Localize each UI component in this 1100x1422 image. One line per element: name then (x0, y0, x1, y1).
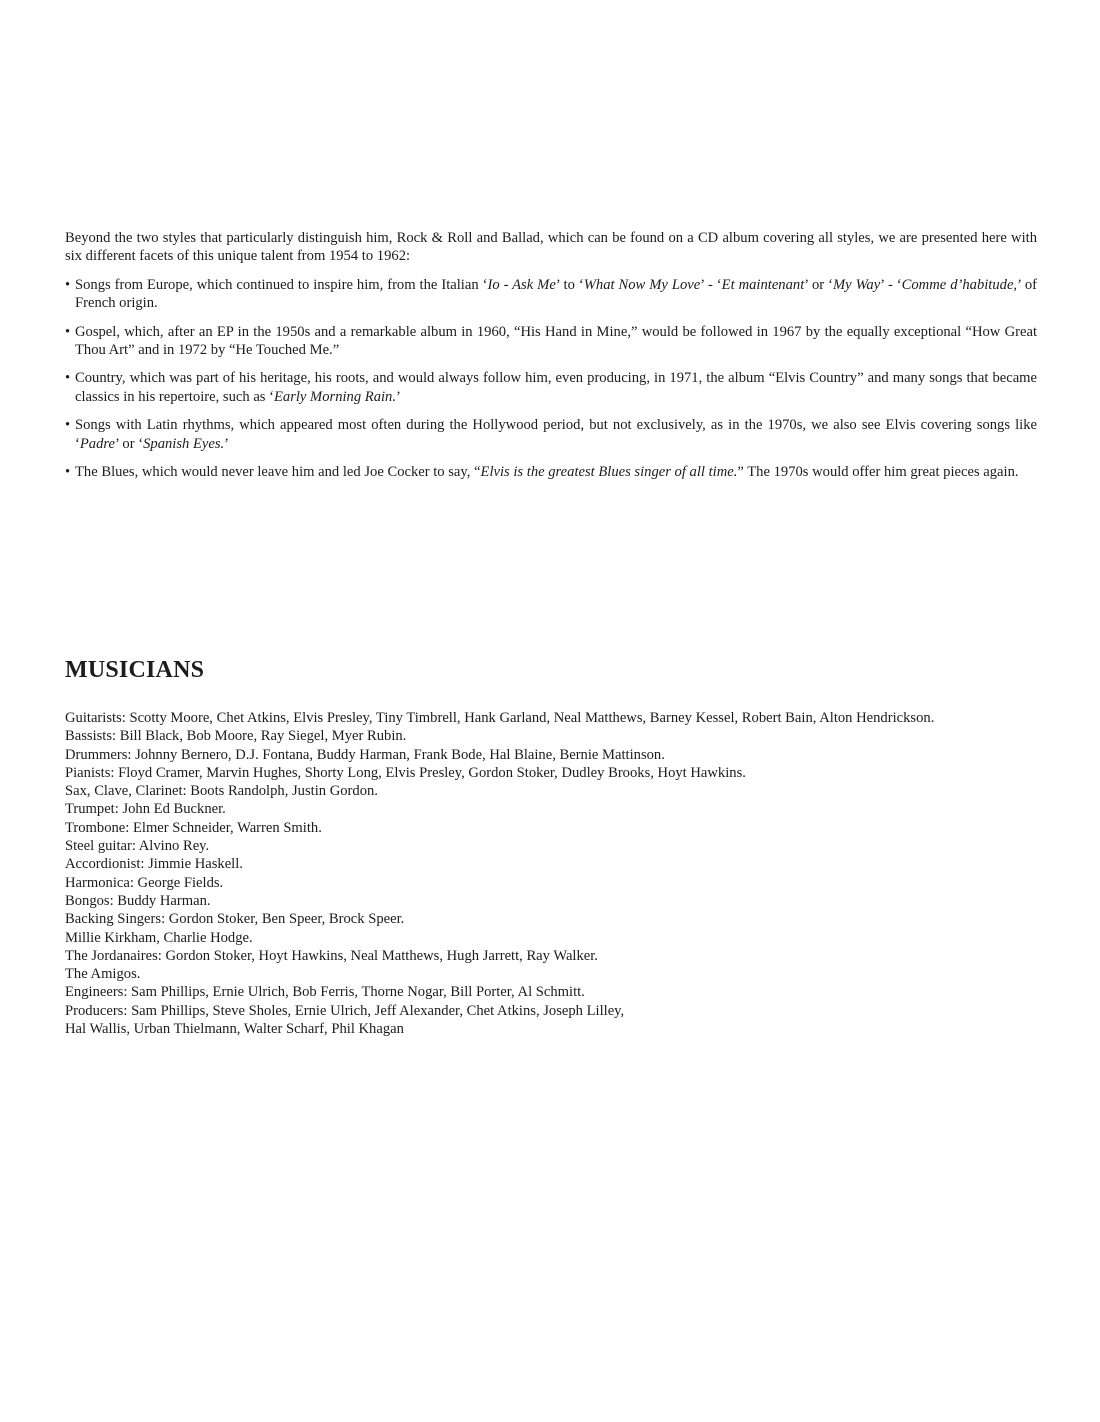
credit-line: The Jordanaires: Gordon Stoker, Hoyt Hawkins, Neal Matthews, Hugh Jarrett, Ray Walker. (65, 947, 598, 964)
bullet-text: ’ or ‘ (115, 435, 144, 452)
bullet-item (65, 463, 1037, 481)
credit-line: Bongos: Buddy Harman. (65, 892, 211, 909)
bullet-text: ’ (396, 388, 401, 405)
bullet-text: Country, which was part of his heritage, his roots, and would always follow him, even producing, in 1971, the album “Elvis Country” and many songs that became classics in his repertoire, such as ‘ (75, 370, 1037, 405)
bullet-text: Songs with Latin rhythms, which appeared most often during the Hollywood period, but not exclusively, as in the 1970s, we also see Elvis covering songs like ‘ (75, 417, 1037, 452)
bullet-text: The Blues, which would never leave him and led Joe Cocker to say, “ (75, 464, 481, 481)
bullet-text: ’ of French origin. (75, 276, 1037, 312)
bullet-text: ’ (224, 435, 230, 452)
bullet-item (65, 369, 1037, 406)
italic-title-text: Elvis is the greatest Blues singer of all time. (480, 464, 738, 481)
credit-line: Hal Wallis, Urban Thielmann, Walter Scharf, Phil Khagan (65, 1021, 404, 1038)
bullet-text: Gospel, which, after an EP in the 1950s and a remarkable album in 1960, “His Hand in Mine,” would be followed in 1967 by the equally exceptional “How Great Thou Art” and in 1972 by “He Touched Me.” (75, 323, 1037, 359)
credit-line: Bassists: Bill Black, Bob Moore, Ray Siegel, Myer Rubin. (65, 728, 407, 745)
italic-title-text: What Now My Love (583, 276, 701, 293)
credit-line: The Amigos. (65, 966, 141, 983)
musicians-section (65, 655, 1037, 1038)
credit-line: Backing Singers: Gordon Stoker, Ben Speer, Brock Speer. (65, 911, 405, 928)
credit-line: Sax, Clave, Clarinet: Boots Randolph, Justin Gordon. (65, 783, 378, 800)
bullet-text: ’ - ‘ (700, 276, 722, 293)
credit-line: Guitarists: Scotty Moore, Chet Atkins, Elvis Presley, Tiny Timbrell, Hank Garland, Neal Matthews, Barney Kessel, Robert Bain, Alton Hendrickson. (65, 710, 935, 726)
bullet-text: ’ to ‘ (555, 276, 584, 293)
bullet-text: ” The 1970s would offer him great pieces again. (737, 464, 1019, 481)
italic-title-text: Early Morning Rain. (273, 388, 396, 405)
liner-notes-intro-section (65, 229, 1037, 491)
italic-title-text: Et maintenant (721, 276, 805, 293)
credit-line: Trombone: Elmer Schneider, Warren Smith. (65, 819, 322, 836)
italic-title-text: Io - Ask Me (487, 276, 556, 293)
bullet-item (65, 276, 1037, 313)
italic-title-text: Spanish Eyes. (143, 435, 225, 452)
italic-title-text: Padre (79, 435, 115, 452)
credit-line: Engineers: Sam Phillips, Ernie Ulrich, Bob Ferris, Thorne Nogar, Bill Porter, Al Schmitt. (65, 984, 585, 1001)
styles-bullet-list (65, 276, 1037, 482)
italic-title-text: My Way (833, 276, 881, 293)
credit-line: Millie Kirkham, Charlie Hodge. (65, 929, 253, 946)
bullet-text: ’ or ‘ (804, 276, 833, 293)
credit-line: Trumpet: John Ed Buckner. (65, 801, 226, 818)
bullet-item (65, 323, 1037, 360)
intro-paragraph: Beyond the two styles that particularly distinguish him, Rock & Roll and Ballad, which can be found on a CD album covering all styles, we are presented here with six different facets of this unique talent from 1954 to 1962: (65, 230, 1037, 265)
musician-credits-list (65, 709, 1037, 1038)
credit-line: Producers: Sam Phillips, Steve Sholes, Ernie Ulrich, Jeff Alexander, Chet Atkins, Joseph Lilley, (65, 1002, 625, 1019)
italic-title-text: Comme d’habitude, (901, 276, 1018, 293)
bullet-text: ’ - ‘ (880, 276, 902, 293)
credit-line: Harmonica: George Fields. (65, 874, 224, 891)
credit-line: Pianists: Floyd Cramer, Marvin Hughes, Shorty Long, Elvis Presley, Gordon Stoker, Dudley Brooks, Hoyt Hawkins. (65, 764, 746, 781)
bullet-text: Songs from Europe, which continued to inspire him, from the Italian ‘ (75, 276, 488, 293)
credit-line: Drummers: Johnny Bernero, D.J. Fontana, Buddy Harman, Frank Bode, Hal Blaine, Bernie Mattinson. (65, 746, 665, 763)
musicians-heading: MUSICIANS (65, 657, 205, 683)
credit-line: Accordionist: Jimmie Haskell. (65, 856, 243, 873)
credit-line: Steel guitar: Alvino Rey. (65, 838, 210, 855)
bullet-item (65, 416, 1037, 453)
